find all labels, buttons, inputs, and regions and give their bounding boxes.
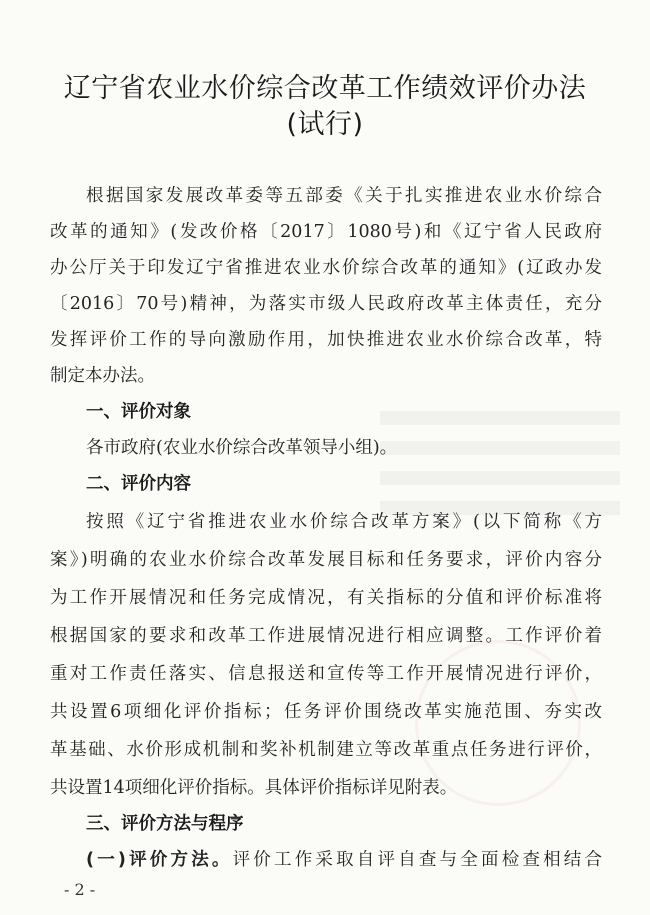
intro-line: 根据国家发展改革委等五部委《关于扎实推进农业水价综合 bbox=[86, 186, 602, 206]
sub-heading-text: 评价工作采取自评自查与全面检查相结合 bbox=[232, 850, 603, 870]
section-line: 重对工作责任落实、信息报送和宣传等工作开展情况进行评价， bbox=[50, 664, 602, 684]
section-body: 各市政府(农业水价综合改革领导小组)。 bbox=[86, 438, 398, 458]
section-line: 按照《辽宁省推进农业水价综合改革方案》(以下简称《方 bbox=[86, 512, 602, 532]
intro-line: 〔2016〕70号)精神，为落实市级人民政府改革主体责任，充分 bbox=[50, 294, 602, 314]
document-title: 辽宁省农业水价综合改革工作绩效评价办法 bbox=[63, 73, 587, 104]
section-line: 为工作开展情况和任务完成情况，有关指标的分值和评价标准将 bbox=[50, 588, 602, 608]
section-line: 共设置14项细化评价指标。具体评价指标详见附表。 bbox=[50, 778, 458, 798]
section-line: 案》)明确的农业水价综合改革发展目标和任务要求，评价内容分 bbox=[50, 550, 602, 570]
document-subtitle: (试行) bbox=[286, 109, 364, 140]
section-heading: 三、评价方法与程序 bbox=[86, 814, 244, 834]
section-line: 共设置6项细化评价指标；任务评价围绕改革实施范围、夯实改 bbox=[50, 702, 602, 722]
section-sub-line bbox=[86, 846, 602, 871]
intro-line: 改革的通知》(发改价格〔2017〕1080号)和《辽宁省人民政府 bbox=[50, 222, 602, 242]
section-heading: 二、评价内容 bbox=[86, 474, 191, 494]
intro-line: 制定本办法。 bbox=[50, 366, 155, 386]
sub-heading: (一)评价方法。 bbox=[86, 850, 233, 870]
intro-line: 发挥评价工作的导向激励作用，加快推进农业水价综合改革，特 bbox=[50, 330, 602, 350]
page-number: - 2 - bbox=[64, 880, 96, 899]
intro-line: 办公厅关于印发辽宁省推进农业水价综合改革的通知》(辽政办发 bbox=[50, 258, 602, 278]
section-heading: 一、评价对象 bbox=[86, 402, 191, 422]
section-line: 革基础、水价形成机制和奖补机制建立等改革重点任务进行评价， bbox=[50, 740, 602, 760]
section-line: 根据国家的要求和改革工作进展情况进行相应调整。工作评价着 bbox=[50, 626, 602, 646]
